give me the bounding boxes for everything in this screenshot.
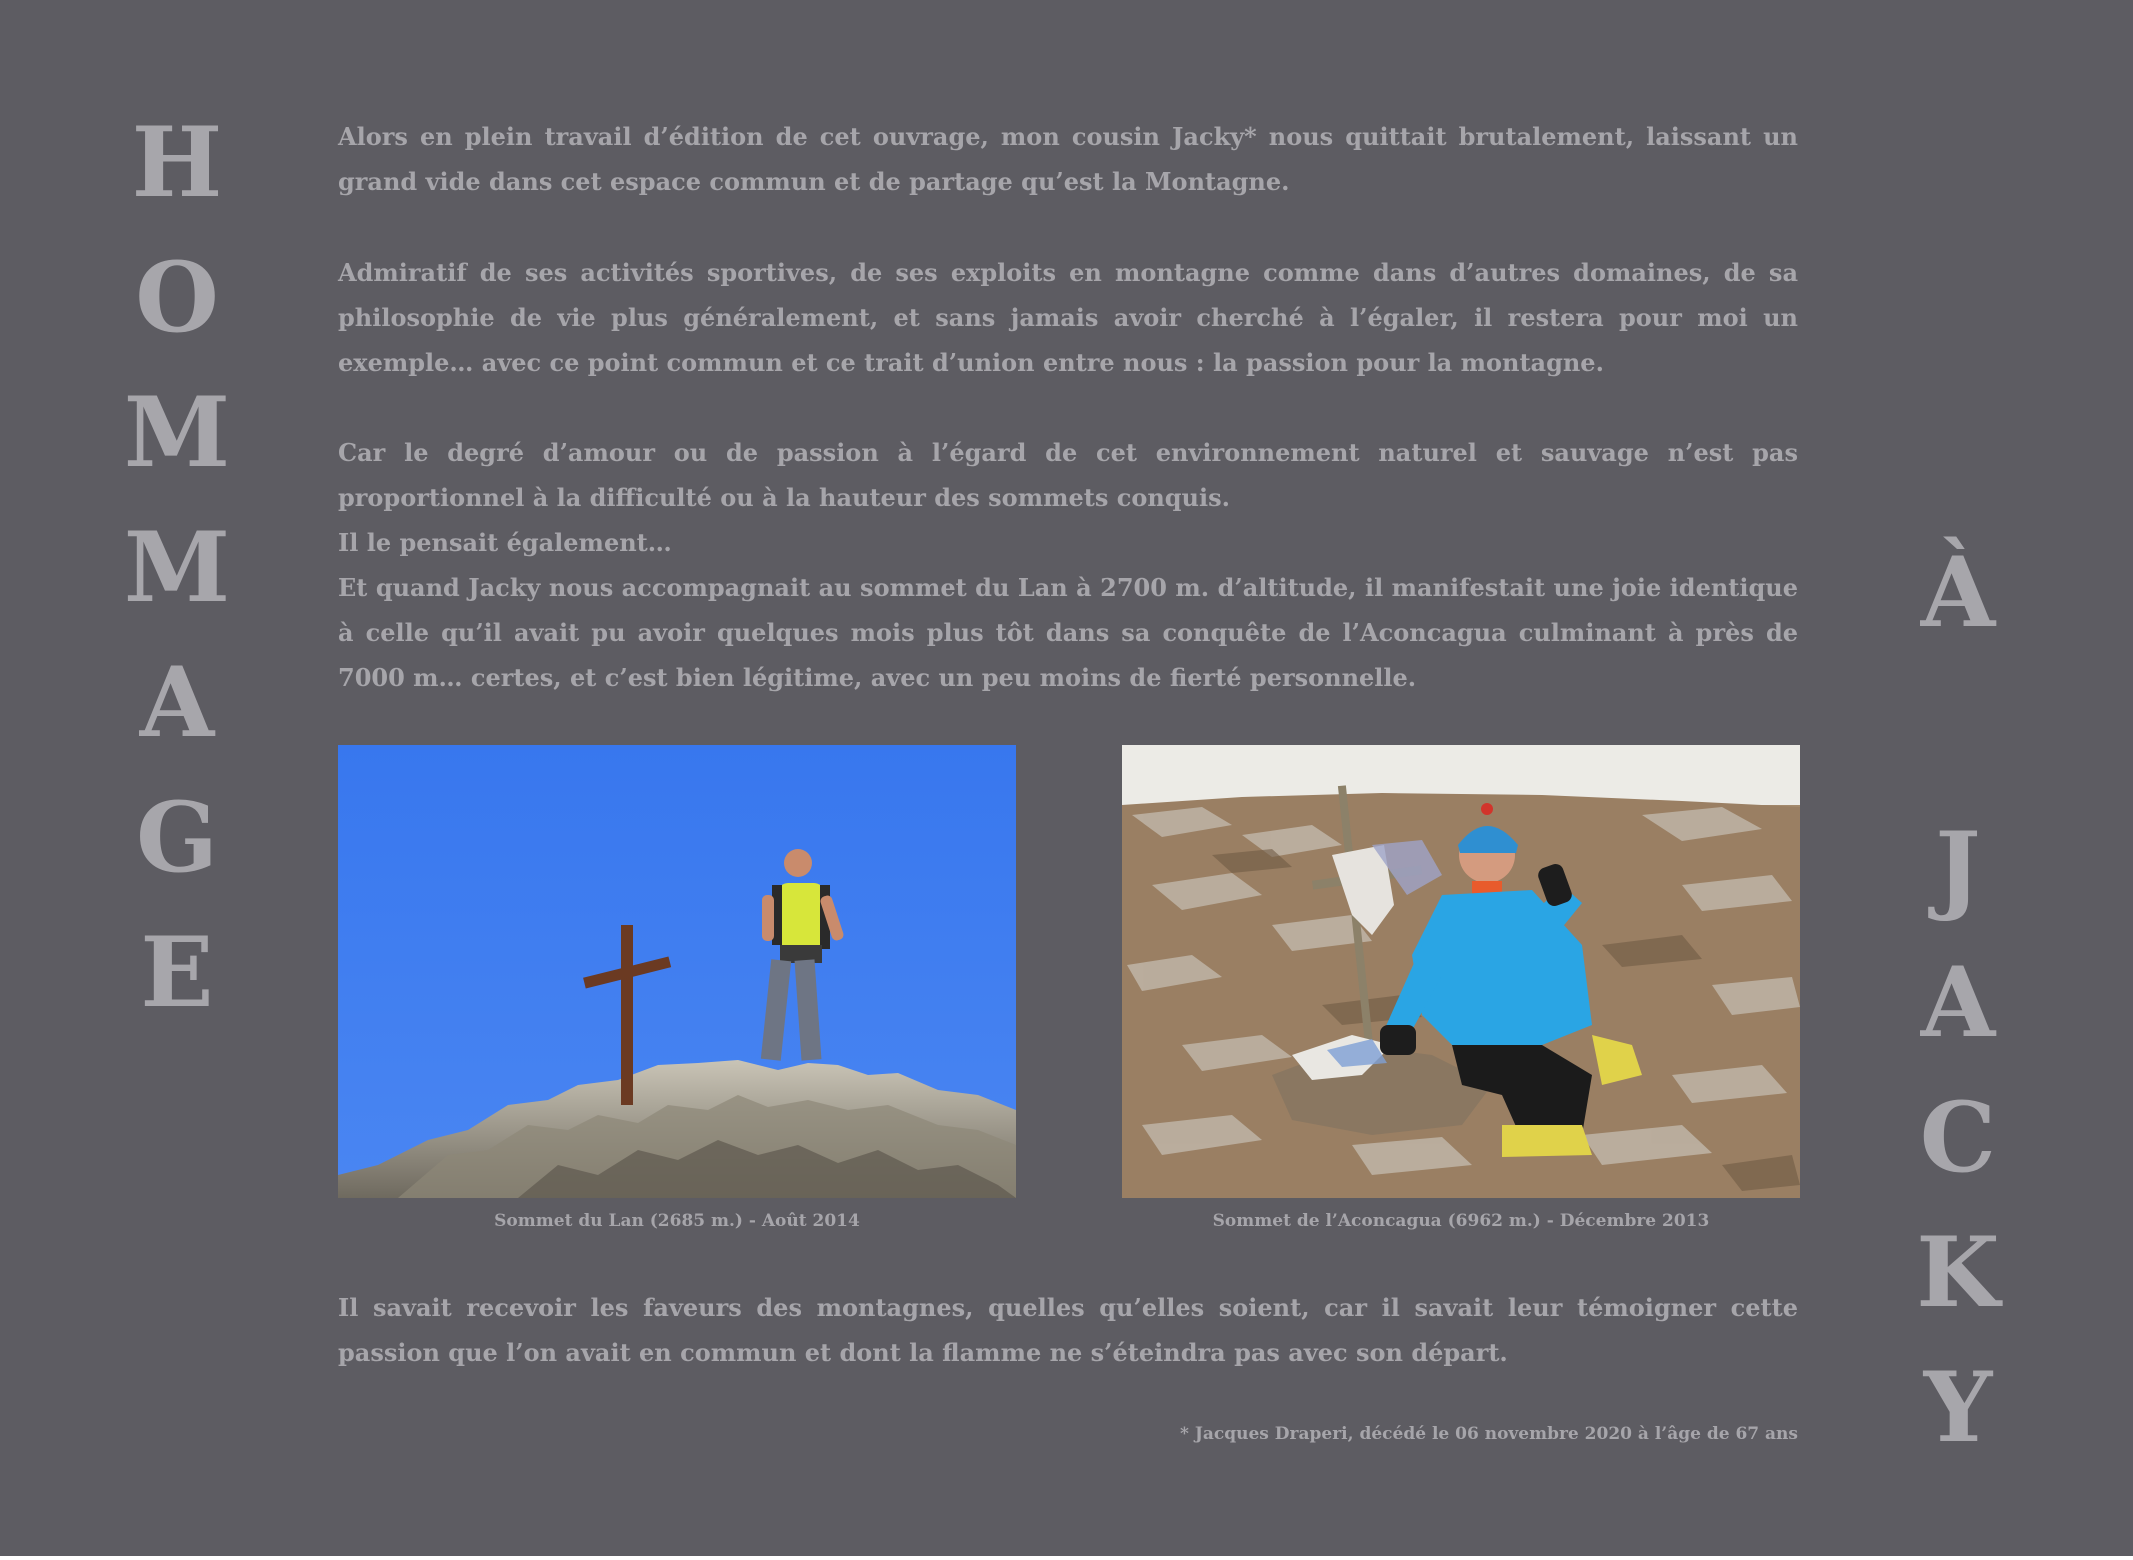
title-letter: E	[140, 916, 214, 1029]
title-letter: K	[1916, 1216, 2000, 1329]
paragraph-text: Car le degré d’amour ou de passion à l’égard de cet environnement naturel et sauvage n’est pas proportionnel à la difficulté ou à la hauteur des sommets conquis.	[338, 438, 1798, 512]
paragraph-text: Alors en plein travail d’édition de cet ouvrage, mon cousin Jacky* nous quittait brutalement, laissant un grand vide dans cet espace commun et de partage qu’est la Montagne.	[338, 122, 1798, 196]
paragraph-text: Il savait recevoir les faveurs des montagnes, quelles qu’elles soient, car il savait leur témoigner cette passion que l’on avait en commun et dont la flamme ne s’éteindra pas avec son départ.	[338, 1293, 1798, 1367]
photo-caption-lan: Sommet du Lan (2685 m.) - Août 2014	[494, 1211, 860, 1231]
paragraph-admiration	[338, 250, 1798, 385]
title-letter: Y	[1923, 1351, 1993, 1464]
title-letter: J	[1935, 811, 1981, 924]
photo-sommet-aconcagua	[1122, 745, 1800, 1198]
paragraph-text: Et quand Jacky nous accompagnait au sommet du Lan à 2700 m. d’altitude, il manifestait une joie identique à celle qu’il avait pu avoir quelques mois plus tôt dans sa conquête de l’Aconcagua culminant à près de 7000 m… certes, et c’est bien légitime, avec un peu moins de fierté personnelle.	[338, 573, 1798, 692]
paragraph-passion	[338, 430, 1798, 700]
paragraph-text: Il le pensait également…	[338, 528, 672, 557]
title-letter: G	[136, 781, 218, 894]
title-letter: A	[139, 646, 215, 759]
title-letter: A	[1920, 946, 1996, 1059]
title-letter: H	[131, 106, 223, 219]
title-letter: O	[135, 241, 219, 354]
paragraph-closing	[338, 1285, 1798, 1375]
title-letter: C	[1919, 1081, 1997, 1194]
footnote: * Jacques Draperi, décédé le 06 novembre 2020 à l’âge de 67 ans	[1180, 1424, 1798, 1444]
paragraph-intro	[338, 114, 1798, 204]
title-letter: À	[1920, 536, 1996, 649]
photo-caption-aconcagua: Sommet de l’Aconcagua (6962 m.) - Décembre 2013	[1212, 1211, 1710, 1231]
paragraph-text: Admiratif de ses activités sportives, de ses exploits en montagne comme dans d’autres domaines, de sa philosophie de vie plus généralement, et sans jamais avoir cherché à l’égaler, il restera pour moi un exemple… avec ce point commun et ce trait d’union entre nous : la passion pour la montagne.	[338, 258, 1798, 377]
photo-sommet-du-lan	[338, 745, 1016, 1198]
title-letter: M	[123, 511, 231, 624]
title-letter: M	[123, 376, 231, 489]
page-bottom-edge	[0, 1556, 2133, 1560]
